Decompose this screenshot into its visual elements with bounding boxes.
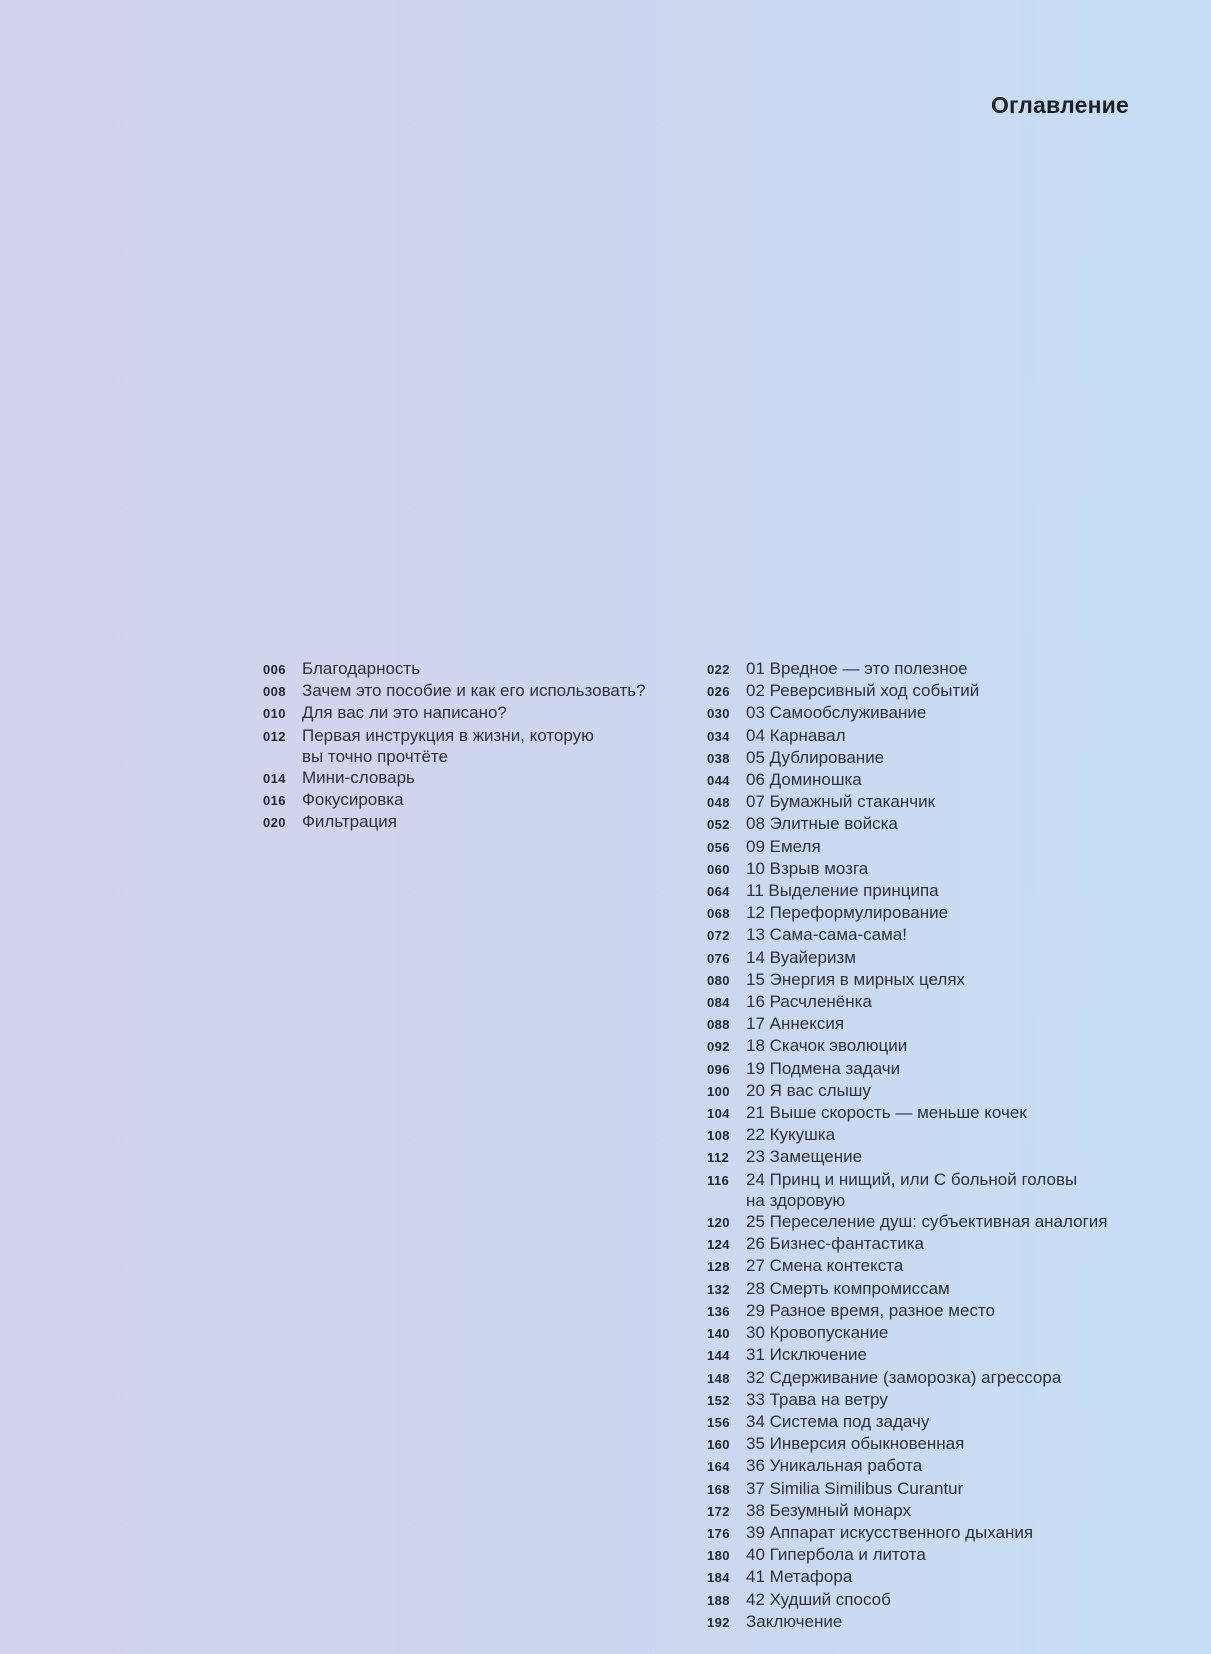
toc-entry-label: 37 Similia Similibus Curantur xyxy=(746,1478,964,1498)
toc-entry-label: 33 Трава на ветру xyxy=(746,1389,888,1409)
toc-entry-label: 32 Сдерживание (заморозка) агрессора xyxy=(746,1367,1062,1387)
toc-entry xyxy=(707,1566,1131,1588)
toc-entry-label: 12 Переформулирование xyxy=(746,903,949,923)
toc-entry-label: 18 Скачок эволюции xyxy=(746,1036,908,1056)
toc-entry-label: 14 Вуайеризм xyxy=(746,947,856,967)
toc-entry-page-number: 168 xyxy=(707,1481,730,1497)
toc-entry-page-number: 092 xyxy=(707,1039,730,1055)
toc-entry-page-number: 034 xyxy=(707,728,730,744)
toc-entry xyxy=(707,924,1131,946)
toc-entry-page-number: 084 xyxy=(707,995,730,1011)
toc-entry-label: 15 Энергия в мирных целях xyxy=(746,969,966,989)
toc-entry-page-number: 176 xyxy=(707,1525,730,1541)
toc-entry-page-number: 108 xyxy=(707,1128,730,1144)
toc-entry-label: 22 Кукушка xyxy=(746,1125,836,1145)
toc-entry-page-number: 026 xyxy=(707,684,730,700)
toc-entry-label: 06 Доминошка xyxy=(746,770,862,790)
toc-entry-label: 28 Смерть компромиссам xyxy=(746,1278,950,1298)
toc-entry-page-number: 100 xyxy=(707,1083,730,1099)
toc-entry-label: 24 Принц и нищий, или С больной головы на здоровую xyxy=(746,1169,1078,1210)
toc-entry xyxy=(263,658,663,680)
toc-entry-label: 31 Исключение xyxy=(746,1345,867,1365)
toc-entry-page-number: 044 xyxy=(707,773,730,789)
toc-entry xyxy=(707,1124,1131,1146)
toc-entry-label: 39 Аппарат искусственного дыхания xyxy=(746,1522,1034,1542)
toc-entry-label: 38 Безумный монарх xyxy=(746,1500,912,1520)
toc-entry-page-number: 064 xyxy=(707,884,730,900)
toc-entry-page-number: 188 xyxy=(707,1592,730,1608)
toc-entry-page-number: 152 xyxy=(707,1392,730,1408)
toc-entry-label: 09 Емеля xyxy=(746,836,821,856)
toc-entry-label: 25 Переселение душ: субъективная аналогия xyxy=(746,1212,1108,1232)
toc-entry xyxy=(263,702,663,724)
toc-entry xyxy=(707,769,1131,791)
toc-entry xyxy=(707,1589,1131,1611)
toc-entry xyxy=(707,1233,1131,1255)
toc-entry-label: 19 Подмена задачи xyxy=(746,1058,901,1078)
toc-entry-page-number: 104 xyxy=(707,1106,730,1122)
toc-entry xyxy=(707,1035,1131,1057)
toc-entry xyxy=(263,789,663,811)
toc-entry-page-number: 030 xyxy=(707,706,730,722)
toc-entry-label: Фокусировка xyxy=(302,790,404,810)
toc-entry-label: 03 Самообслуживание xyxy=(746,703,927,723)
toc-entry xyxy=(707,725,1131,747)
toc-entry-page-number: 184 xyxy=(707,1570,730,1586)
toc-entry-page-number: 048 xyxy=(707,795,730,811)
toc-entry xyxy=(707,1389,1131,1411)
toc-entry-label: 27 Смена контекста xyxy=(746,1256,904,1276)
toc-entry-page-number: 012 xyxy=(263,728,286,744)
toc-entry-page-number: 080 xyxy=(707,972,730,988)
toc-entry-label: Зачем это пособие и как его использовать? xyxy=(302,681,646,701)
toc-entry xyxy=(707,991,1131,1013)
toc-right-column xyxy=(707,658,1131,1633)
toc-entry xyxy=(707,1058,1131,1080)
toc-entry-page-number: 038 xyxy=(707,750,730,766)
toc-entry-page-number: 156 xyxy=(707,1414,730,1430)
toc-entry xyxy=(707,702,1131,724)
toc-entry xyxy=(263,725,663,767)
toc-entry-label: 07 Бумажный стаканчик xyxy=(746,792,936,812)
toc-entry-label: 16 Расчленёнка xyxy=(746,992,872,1012)
toc-entry-page-number: 008 xyxy=(263,684,286,700)
toc-entry xyxy=(707,1278,1131,1300)
toc-entry-page-number: 116 xyxy=(707,1172,730,1188)
toc-entry-label: 17 Аннексия xyxy=(746,1014,845,1034)
toc-entry-label: 10 Взрыв мозга xyxy=(746,858,869,878)
toc-entry-page-number: 052 xyxy=(707,817,730,833)
toc-entry-label: 01 Вредное — это полезное xyxy=(746,659,968,678)
toc-entry xyxy=(707,902,1131,924)
toc-entry-label: 05 Дублирование xyxy=(746,747,885,767)
toc-entry-page-number: 056 xyxy=(707,839,730,855)
toc-entry xyxy=(707,1455,1131,1477)
toc-entry-page-number: 016 xyxy=(263,793,286,809)
toc-entry-page-number: 088 xyxy=(707,1017,730,1033)
toc-entry-label: 02 Реверсивный ход событий xyxy=(746,681,980,701)
toc-entry xyxy=(707,1146,1131,1168)
toc-entry-label: Для вас ли это написано? xyxy=(302,703,507,723)
toc-entry-page-number: 014 xyxy=(263,771,286,787)
toc-entry xyxy=(707,1500,1131,1522)
toc-entry-page-number: 022 xyxy=(707,662,730,677)
toc-entry-page-number: 006 xyxy=(263,662,286,677)
toc-entry xyxy=(707,1255,1131,1277)
toc-entry-label: 26 Бизнес-фантастика xyxy=(746,1234,925,1254)
toc-entry xyxy=(707,880,1131,902)
toc-entry xyxy=(707,1611,1131,1633)
toc-entry-label: 11 Выделение принципа xyxy=(746,881,939,901)
toc-entry-label: 13 Сама-сама-сама! xyxy=(746,925,907,945)
toc-entry xyxy=(707,836,1131,858)
toc-entry-page-number: 180 xyxy=(707,1548,730,1564)
toc-entry-page-number: 160 xyxy=(707,1437,730,1453)
toc-entry xyxy=(707,747,1131,769)
toc-entry xyxy=(707,1169,1131,1211)
toc-entry-label: 35 Инверсия обыкновенная xyxy=(746,1434,965,1454)
toc-entry-label: 29 Разное время, разное место xyxy=(746,1300,995,1320)
toc-entry-page-number: 010 xyxy=(263,706,286,722)
toc-entry xyxy=(707,1522,1131,1544)
toc-entry-label: 21 Выше скорость — меньше кочек xyxy=(746,1103,1027,1123)
toc-entry xyxy=(707,658,1131,680)
toc-entry xyxy=(707,1544,1131,1566)
toc-entry-page-number: 136 xyxy=(707,1303,730,1319)
toc-entry xyxy=(263,767,663,789)
toc-entry-label: 36 Уникальная работа xyxy=(746,1456,923,1476)
toc-entry xyxy=(707,1300,1131,1322)
toc-entry-page-number: 172 xyxy=(707,1503,730,1519)
toc-entry-page-number: 068 xyxy=(707,906,730,922)
toc-entry-label: 30 Кровопускание xyxy=(746,1323,889,1343)
page-title: Оглавление xyxy=(990,92,1129,118)
toc-entry xyxy=(707,1322,1131,1344)
toc-entry-page-number: 148 xyxy=(707,1370,730,1386)
toc-entry-page-number: 020 xyxy=(263,815,286,831)
toc-entry-page-number: 164 xyxy=(707,1459,730,1475)
toc-entry-label: Фильтрация xyxy=(302,812,398,832)
toc-entry-page-number: 128 xyxy=(707,1259,730,1275)
toc-entry xyxy=(707,1080,1131,1102)
toc-entry-label: 34 Система под задачу xyxy=(746,1411,930,1431)
toc-entry-label: 42 Худший способ xyxy=(746,1589,891,1609)
toc-entry-page-number: 112 xyxy=(707,1150,730,1166)
toc-entry xyxy=(707,1367,1131,1389)
toc-entry-label: 04 Карнавал xyxy=(746,725,846,745)
toc-entry xyxy=(707,947,1131,969)
toc-entry xyxy=(263,680,663,702)
toc-entry-label: 23 Замещение xyxy=(746,1147,863,1167)
toc-entry xyxy=(707,791,1131,813)
toc-entry xyxy=(707,858,1131,880)
toc-entry-label: Мини-словарь xyxy=(302,768,415,788)
toc-entry-page-number: 072 xyxy=(707,928,730,944)
toc-entry-page-number: 192 xyxy=(707,1614,730,1630)
toc-entry-label: Благодарность xyxy=(302,659,421,678)
toc-entry-page-number: 124 xyxy=(707,1237,730,1253)
toc-entry xyxy=(707,813,1131,835)
toc-entry xyxy=(707,1478,1131,1500)
toc-entry xyxy=(707,1433,1131,1455)
toc-entry xyxy=(707,1344,1131,1366)
toc-entry-page-number: 076 xyxy=(707,950,730,966)
toc-entry-label: 40 Гипербола и литота xyxy=(746,1545,926,1565)
toc-entry-page-number: 132 xyxy=(707,1281,730,1297)
toc-entry-page-number: 140 xyxy=(707,1326,730,1342)
toc-entry xyxy=(707,1102,1131,1124)
toc-entry-label: Заключение xyxy=(746,1611,843,1631)
toc-entry xyxy=(263,811,663,833)
toc-entry xyxy=(707,1211,1131,1233)
toc-entry xyxy=(707,1411,1131,1433)
toc-entry-label: 08 Элитные войска xyxy=(746,814,898,834)
toc-entry-label: 20 Я вас слышу xyxy=(746,1080,871,1100)
toc-entry xyxy=(707,680,1131,702)
toc-left-column xyxy=(263,658,663,834)
toc-entry-page-number: 120 xyxy=(707,1215,730,1231)
toc-entry-page-number: 060 xyxy=(707,861,730,877)
toc-entry xyxy=(707,1013,1131,1035)
toc-entry xyxy=(707,969,1131,991)
toc-entry-label: 41 Метафора xyxy=(746,1567,853,1587)
toc-entry-page-number: 144 xyxy=(707,1348,730,1364)
toc-entry-page-number: 096 xyxy=(707,1061,730,1077)
toc-entry-label: Первая инструкция в жизни, которую вы точно прочтёте xyxy=(302,725,594,766)
